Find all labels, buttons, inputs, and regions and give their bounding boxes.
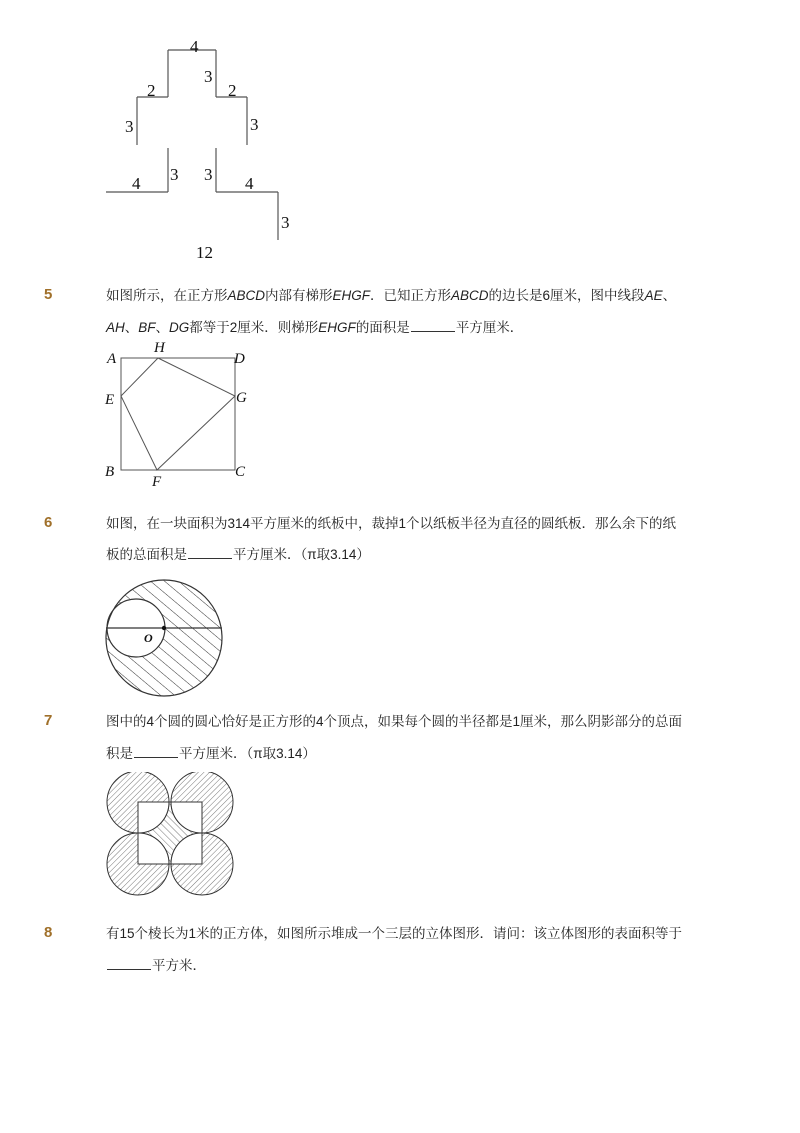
- stairs-label: 3: [204, 67, 213, 86]
- question-number: 7: [44, 712, 53, 729]
- point-label-d: D: [234, 351, 245, 367]
- question-text-line: 有15个棱长为1米的正方体，如图所示堆成一个三层的立体图形．请问：该立体图形的表面积等于: [106, 926, 683, 941]
- stairs-figure: [100, 30, 300, 270]
- center-label-o: O: [144, 631, 153, 645]
- four-circles-figure: [102, 772, 236, 898]
- answer-blank[interactable]: [107, 957, 151, 970]
- stairs-label: 4: [245, 174, 254, 193]
- question-number: 8: [44, 924, 53, 941]
- question-text-line: 平方米．: [106, 957, 726, 975]
- question-text-line: 板的总面积是 平方厘米．（π取3.14）: [106, 547, 370, 562]
- question-text-line: 积是 平方厘米．（π取3.14）: [106, 746, 316, 761]
- point-label-f: F: [152, 474, 162, 488]
- point-label-h: H: [154, 340, 165, 356]
- stairs-label: 3: [125, 117, 134, 136]
- question-text-line: AH、BF、DG都等于2厘米．则梯形EHGF的面积是 平方厘米．: [106, 320, 524, 335]
- answer-blank[interactable]: [188, 546, 232, 559]
- question-text-line: 如图，在一块面积为314平方厘米的纸板中，裁掉1个以纸板半径为直径的圆纸板．那么余下的纸: [106, 516, 677, 531]
- circle-cutout-figure: [102, 576, 226, 700]
- stairs-label: 3: [204, 165, 213, 184]
- stairs-label-bottom: 12: [196, 243, 213, 262]
- stairs-label: 2: [228, 81, 237, 100]
- question-text-line: 如图所示，在正方形ABCD内部有梯形EHGF．已知正方形ABCD的边长是6厘米，图中线段AE、: [106, 288, 677, 303]
- point-label-e: E: [105, 392, 115, 408]
- stairs-label: 3: [250, 115, 259, 134]
- question-number: 6: [44, 514, 53, 531]
- stairs-label: 2: [147, 81, 156, 100]
- answer-blank[interactable]: [411, 319, 455, 332]
- stairs-label: 4: [132, 174, 141, 193]
- question-number: 5: [44, 286, 53, 303]
- stairs-label: 3: [281, 213, 290, 232]
- point-label-g: G: [236, 390, 247, 406]
- square-trapezoid-figure: [100, 338, 260, 488]
- stairs-label-top: 4: [190, 37, 199, 56]
- point-label-b: B: [105, 464, 115, 480]
- stairs-label: 3: [170, 165, 179, 184]
- question-text-line: 图中的4个圆的圆心恰好是正方形的4个顶点，如果每个圆的半径都是1厘米，那么阴影部分的总面: [106, 714, 683, 729]
- point-label-c: C: [235, 464, 246, 480]
- answer-blank[interactable]: [134, 745, 178, 758]
- point-label-a: A: [107, 351, 117, 367]
